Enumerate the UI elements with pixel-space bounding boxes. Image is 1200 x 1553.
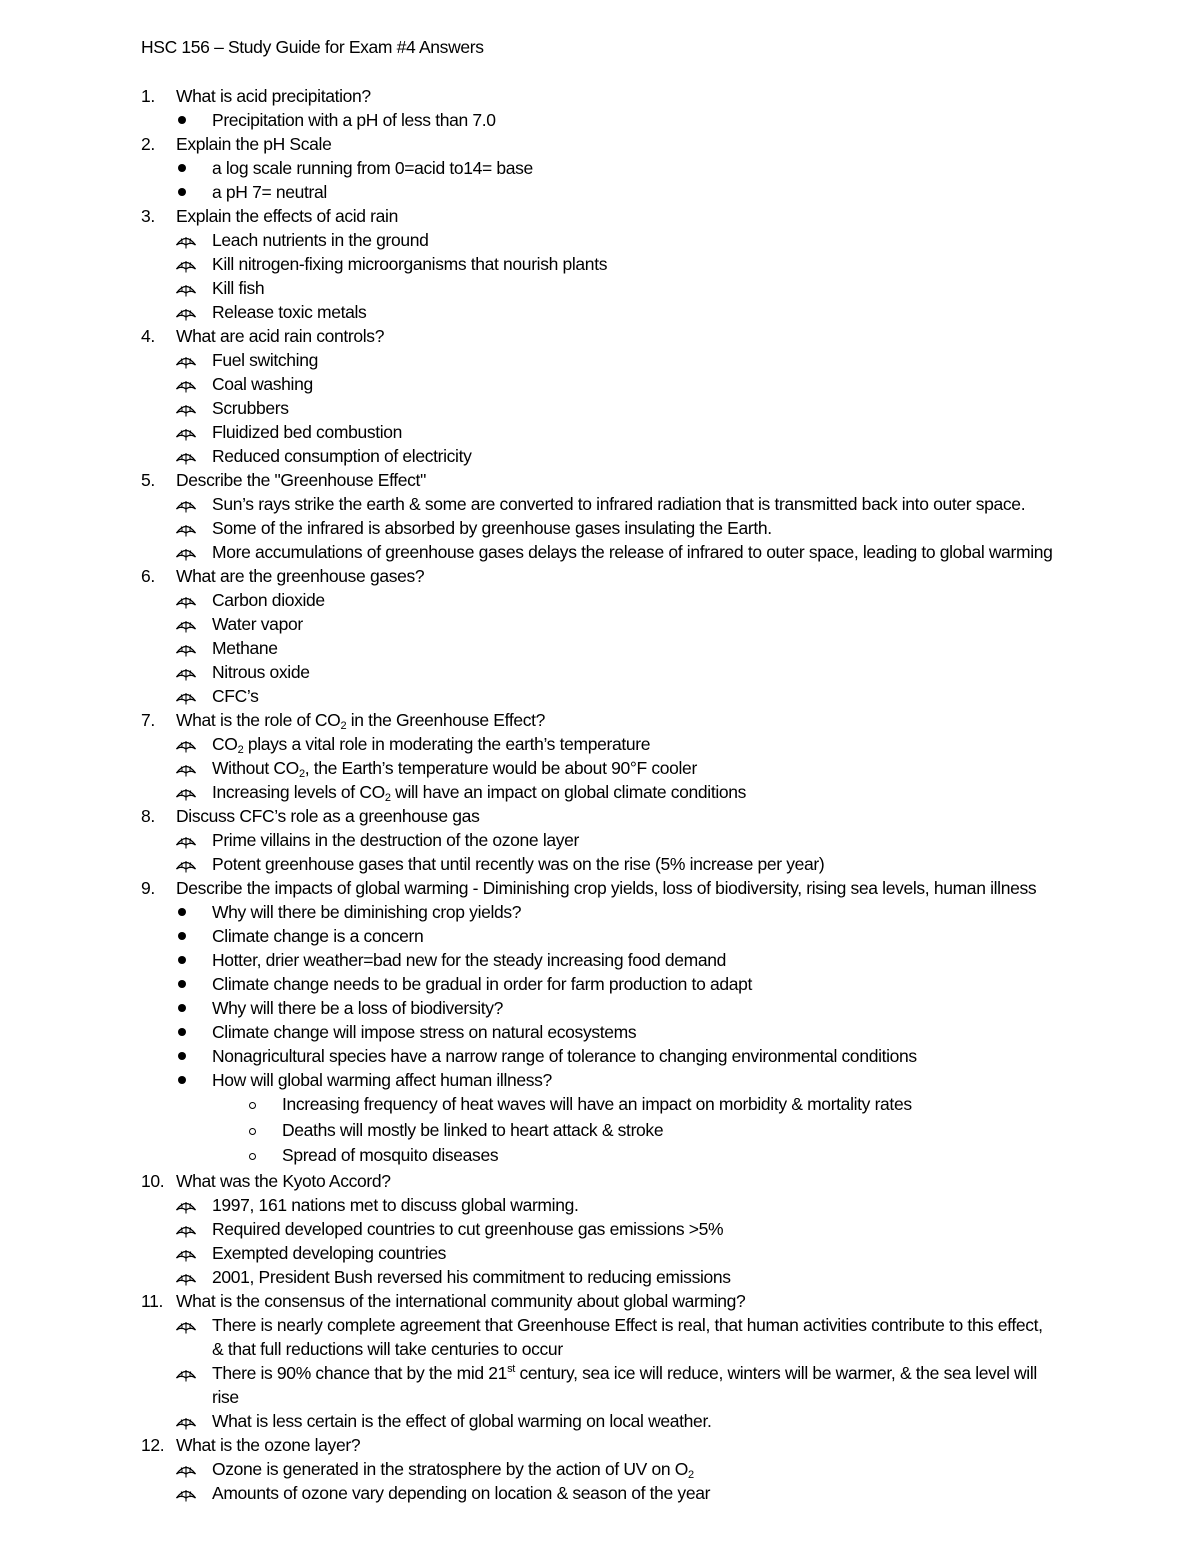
umbrella-bullet-icon bbox=[175, 1317, 197, 1333]
text-run: plays a vital role in moderating the earth’s temperature bbox=[243, 734, 651, 754]
question-text bbox=[176, 1169, 391, 1193]
answer-item bbox=[141, 156, 1131, 180]
umbrella-bullet-icon bbox=[175, 400, 197, 416]
text-run: What is acid precipitation? bbox=[176, 86, 371, 106]
text-run: will have an impact on global climate conditions bbox=[390, 782, 747, 802]
answer-item bbox=[141, 1044, 1131, 1068]
answer-text bbox=[212, 1020, 636, 1044]
answer-text bbox=[212, 612, 303, 636]
text-run: Required developed countries to cut greenhouse gas emissions >5% bbox=[212, 1218, 724, 1239]
answer-text bbox=[212, 780, 746, 804]
question-heading bbox=[141, 876, 1131, 900]
answer-text bbox=[212, 348, 318, 372]
answer-item bbox=[141, 660, 1131, 684]
text-run: Explain the effects of acid rain bbox=[176, 206, 398, 226]
answer-text bbox=[212, 588, 325, 612]
answer-item bbox=[141, 348, 1131, 372]
umbrella-bullet-icon bbox=[175, 1197, 197, 1213]
answer-text bbox=[212, 156, 533, 180]
answer-item bbox=[141, 900, 1131, 924]
text-run: Sun’s rays strike the earth & some are converted to infrared radiation that is transmitted back into outer space. bbox=[212, 494, 1026, 514]
text-run: Nonagricultural species have a narrow range of tolerance to changing environmental conditions bbox=[212, 1046, 917, 1066]
answer-item bbox=[141, 372, 1131, 396]
hollow-circle-bullet-icon bbox=[249, 1102, 256, 1109]
umbrella-bullet-icon bbox=[175, 1461, 197, 1477]
answer-text bbox=[212, 252, 607, 276]
answer-item bbox=[141, 756, 1131, 780]
text-run: century, sea ice will reduce, winters will be warmer, & the sea level will bbox=[514, 1362, 1037, 1383]
text-run: Reduced consumption of electricity bbox=[212, 446, 472, 466]
text-run: What is the consensus of the international community about global warming? bbox=[176, 1290, 746, 1311]
umbrella-bullet-icon bbox=[175, 232, 197, 248]
answer-item bbox=[141, 612, 1131, 636]
answer-text bbox=[212, 1361, 1037, 1385]
umbrella-bullet-icon bbox=[175, 544, 197, 560]
question-list bbox=[141, 84, 1131, 1505]
text-run: Kill nitrogen-fixing microorganisms that nourish plants bbox=[212, 254, 608, 274]
text-run: Release toxic metals bbox=[212, 302, 367, 322]
answer-item bbox=[141, 108, 1131, 132]
text-run: rise bbox=[212, 1386, 239, 1407]
filled-circle-bullet-icon bbox=[178, 188, 186, 196]
answer-text bbox=[212, 1409, 711, 1433]
answer-text bbox=[212, 972, 752, 996]
umbrella-bullet-icon bbox=[175, 1221, 197, 1237]
text-run: Carbon dioxide bbox=[212, 590, 325, 610]
answer-text bbox=[212, 372, 313, 396]
subscript: 2 bbox=[688, 1468, 694, 1481]
question-number: 10. bbox=[141, 1170, 165, 1191]
text-run: What was the Kyoto Accord? bbox=[176, 1170, 391, 1191]
umbrella-bullet-icon bbox=[175, 832, 197, 848]
question-number: 6. bbox=[141, 566, 155, 586]
filled-circle-bullet-icon bbox=[178, 1028, 186, 1036]
text-run: Climate change is a concern bbox=[212, 926, 424, 946]
question-heading bbox=[141, 1289, 1131, 1313]
umbrella-bullet-icon bbox=[175, 352, 197, 368]
answer-item bbox=[141, 684, 1131, 708]
answer-text bbox=[212, 636, 278, 660]
question-heading bbox=[141, 84, 1131, 108]
answer-item bbox=[141, 276, 1131, 300]
answer-item-continuation bbox=[141, 1385, 1131, 1409]
answer-text bbox=[212, 516, 772, 540]
answer-item bbox=[141, 924, 1131, 948]
filled-circle-bullet-icon bbox=[178, 908, 186, 916]
question-text bbox=[176, 708, 545, 732]
question-heading bbox=[141, 1433, 1131, 1457]
text-run: in the Greenhouse Effect? bbox=[346, 710, 546, 730]
question-heading bbox=[141, 204, 1131, 228]
filled-circle-bullet-icon bbox=[178, 1052, 186, 1060]
umbrella-bullet-icon bbox=[175, 760, 197, 776]
umbrella-bullet-icon bbox=[175, 688, 197, 704]
text-run: Climate change will impose stress on natural ecosystems bbox=[212, 1022, 637, 1042]
answer-text bbox=[212, 684, 259, 708]
subscript: 2 bbox=[298, 768, 305, 780]
question-number: 12. bbox=[141, 1434, 165, 1455]
answer-item bbox=[141, 780, 1131, 804]
umbrella-bullet-icon bbox=[175, 784, 197, 800]
answer-item bbox=[141, 828, 1131, 852]
question-heading bbox=[141, 708, 1131, 732]
answer-text bbox=[282, 1118, 663, 1144]
umbrella-bullet-icon bbox=[175, 520, 197, 536]
question-text bbox=[176, 876, 1036, 900]
text-run: Why will there be a loss of biodiversity? bbox=[212, 998, 504, 1018]
text-run: Increasing frequency of heat waves will have an impact on morbidity & mortality rates bbox=[282, 1094, 912, 1114]
question-text bbox=[176, 1289, 745, 1313]
superscript: st bbox=[507, 1362, 515, 1375]
answer-text bbox=[212, 1241, 446, 1265]
umbrella-bullet-icon bbox=[175, 592, 197, 608]
text-run: CO bbox=[212, 734, 238, 754]
text-run: Prime villains in the destruction of the ozone layer bbox=[212, 830, 579, 850]
text-run: 1997, 161 nations met to discuss global warming. bbox=[212, 1194, 579, 1215]
question-heading bbox=[141, 132, 1131, 156]
text-run: Climate change needs to be gradual in order for farm production to adapt bbox=[212, 974, 753, 994]
filled-circle-bullet-icon bbox=[178, 956, 186, 964]
question-number: 2. bbox=[141, 134, 155, 154]
answer-item bbox=[141, 492, 1131, 516]
answer-item bbox=[141, 1457, 1131, 1481]
answer-item bbox=[141, 1481, 1131, 1505]
answer-item bbox=[141, 420, 1131, 444]
hollow-circle-bullet-icon bbox=[249, 1128, 256, 1135]
answer-item bbox=[141, 1313, 1131, 1337]
answer-text bbox=[282, 1143, 498, 1169]
text-run: Kill fish bbox=[212, 278, 265, 298]
text-run: , the Earth’s temperature would be about 90°F cooler bbox=[304, 758, 697, 778]
question-heading bbox=[141, 1169, 1131, 1193]
filled-circle-bullet-icon bbox=[178, 1076, 186, 1084]
question-text bbox=[176, 804, 479, 828]
answer-item bbox=[141, 996, 1131, 1020]
answer-text bbox=[212, 924, 423, 948]
question-text bbox=[176, 564, 424, 588]
text-run: Fluidized bed combustion bbox=[212, 422, 403, 442]
filled-circle-bullet-icon bbox=[178, 164, 186, 172]
page-title: HSC 156 – Study Guide for Exam #4 Answers bbox=[141, 37, 484, 57]
umbrella-bullet-icon bbox=[175, 256, 197, 272]
answer-text bbox=[212, 756, 697, 780]
text-run: Increasing levels of CO bbox=[212, 782, 385, 802]
question-text bbox=[176, 1433, 360, 1457]
answer-text bbox=[212, 900, 521, 924]
answer-text bbox=[212, 492, 1025, 516]
question-heading bbox=[141, 468, 1131, 492]
text-run: Exempted developing countries bbox=[212, 1242, 447, 1263]
answer-text bbox=[212, 828, 579, 852]
text-run: There is 90% chance that by the mid 21 bbox=[212, 1362, 508, 1383]
answer-item bbox=[141, 444, 1131, 468]
filled-circle-bullet-icon bbox=[178, 932, 186, 940]
answer-text bbox=[212, 180, 327, 204]
answer-text bbox=[212, 1217, 723, 1241]
umbrella-bullet-icon bbox=[175, 448, 197, 464]
text-run: Amounts of ozone vary depending on location & season of the year bbox=[212, 1482, 711, 1503]
question-number: 3. bbox=[141, 206, 155, 226]
text-run: Precipitation with a pH of less than 7.0 bbox=[212, 110, 496, 130]
answer-item bbox=[141, 516, 1131, 540]
answer-text bbox=[212, 1313, 1043, 1337]
answer-text bbox=[212, 732, 650, 756]
umbrella-bullet-icon bbox=[175, 616, 197, 632]
answer-item bbox=[141, 1118, 1131, 1144]
text-run: Methane bbox=[212, 638, 278, 658]
question-number: 5. bbox=[141, 470, 155, 490]
text-run: Discuss CFC’s role as a greenhouse gas bbox=[176, 806, 480, 826]
answer-item bbox=[141, 396, 1131, 420]
umbrella-bullet-icon bbox=[175, 1413, 197, 1429]
answer-item bbox=[141, 252, 1131, 276]
answer-text bbox=[212, 228, 429, 252]
answer-text bbox=[282, 1092, 912, 1118]
subscript: 2 bbox=[340, 720, 347, 732]
umbrella-bullet-icon bbox=[175, 496, 197, 512]
text-run: More accumulations of greenhouse gases delays the release of infrared to outer space, leading to global warming bbox=[212, 542, 1053, 562]
text-run: There is nearly complete agreement that Greenhouse Effect is real, that human activities contribute to this effect, bbox=[212, 1314, 1043, 1335]
question-number: 1. bbox=[141, 86, 155, 106]
answer-item bbox=[141, 1092, 1131, 1118]
answer-text bbox=[212, 852, 824, 876]
text-run: What are acid rain controls? bbox=[176, 326, 385, 346]
umbrella-bullet-icon bbox=[175, 376, 197, 392]
answer-item bbox=[141, 1217, 1131, 1241]
text-run: Fuel switching bbox=[212, 350, 318, 370]
text-run: Explain the pH Scale bbox=[176, 134, 332, 154]
umbrella-bullet-icon bbox=[175, 280, 197, 296]
text-run: Deaths will mostly be linked to heart attack & stroke bbox=[282, 1119, 664, 1140]
umbrella-bullet-icon bbox=[175, 640, 197, 656]
text-run: 2001, President Bush reversed his commitment to reducing emissions bbox=[212, 1266, 731, 1287]
question-text bbox=[176, 84, 371, 108]
answer-item bbox=[141, 1361, 1131, 1385]
question-text bbox=[176, 324, 384, 348]
answer-item bbox=[141, 1068, 1131, 1092]
text-run: What are the greenhouse gases? bbox=[176, 566, 425, 586]
answer-text bbox=[212, 396, 289, 420]
answer-item bbox=[141, 588, 1131, 612]
text-run: Without CO bbox=[212, 758, 299, 778]
answer-item bbox=[141, 1265, 1131, 1289]
text-run: Spread of mosquito diseases bbox=[282, 1145, 499, 1165]
umbrella-bullet-icon bbox=[175, 856, 197, 872]
answer-text bbox=[212, 948, 726, 972]
answer-item bbox=[141, 948, 1131, 972]
umbrella-bullet-icon bbox=[175, 1365, 197, 1381]
answer-text bbox=[212, 1481, 710, 1505]
text-run: Coal washing bbox=[212, 374, 313, 394]
umbrella-bullet-icon bbox=[175, 1485, 197, 1501]
text-run: Describe the "Greenhouse Effect" bbox=[176, 470, 426, 490]
answer-item bbox=[141, 636, 1131, 660]
answer-item bbox=[141, 228, 1131, 252]
umbrella-bullet-icon bbox=[175, 304, 197, 320]
text-run: Describe the impacts of global warming - Diminishing crop yields, loss of biodiversity, rising sea levels, human illness bbox=[176, 878, 1037, 898]
question-number: 7. bbox=[141, 710, 155, 730]
text-run: How will global warming affect human illness? bbox=[212, 1070, 552, 1090]
text-run: Water vapor bbox=[212, 614, 303, 634]
answer-text bbox=[212, 540, 1053, 564]
text-run: What is the role of CO bbox=[176, 710, 341, 730]
text-run: & that full reductions will take centuries to occur bbox=[212, 1338, 563, 1359]
answer-text bbox=[212, 444, 472, 468]
text-run: CFC’s bbox=[212, 686, 259, 706]
question-heading bbox=[141, 564, 1131, 588]
answer-item-continuation bbox=[141, 1337, 1131, 1361]
answer-text bbox=[212, 1337, 563, 1361]
question-text bbox=[176, 468, 426, 492]
answer-item bbox=[141, 1409, 1131, 1433]
answer-item bbox=[141, 972, 1131, 996]
umbrella-bullet-icon bbox=[175, 736, 197, 752]
answer-text bbox=[212, 1193, 578, 1217]
question-text bbox=[176, 204, 398, 228]
filled-circle-bullet-icon bbox=[178, 980, 186, 988]
question-number: 8. bbox=[141, 806, 155, 826]
answer-text bbox=[212, 1068, 552, 1092]
text-run: Hotter, drier weather=bad new for the steady increasing food demand bbox=[212, 950, 727, 970]
text-run: Potent greenhouse gases that until recently was on the rise (5% increase per year) bbox=[212, 854, 825, 874]
umbrella-bullet-icon bbox=[175, 424, 197, 440]
answer-item bbox=[141, 852, 1131, 876]
answer-text bbox=[212, 1265, 731, 1289]
text-run: Nitrous oxide bbox=[212, 662, 310, 682]
umbrella-bullet-icon bbox=[175, 664, 197, 680]
filled-circle-bullet-icon bbox=[178, 1004, 186, 1012]
answer-text bbox=[212, 108, 496, 132]
answer-item bbox=[141, 1143, 1131, 1169]
umbrella-bullet-icon bbox=[175, 1245, 197, 1261]
answer-item bbox=[141, 1241, 1131, 1265]
umbrella-bullet-icon bbox=[175, 1269, 197, 1285]
subscript: 2 bbox=[384, 792, 391, 804]
hollow-circle-bullet-icon bbox=[249, 1153, 256, 1160]
text-run: a pH 7= neutral bbox=[212, 182, 327, 202]
text-run: What is less certain is the effect of global warming on local weather. bbox=[212, 1410, 712, 1431]
answer-text bbox=[212, 660, 310, 684]
answer-item bbox=[141, 540, 1131, 564]
answer-item bbox=[141, 1020, 1131, 1044]
answer-text bbox=[212, 276, 264, 300]
text-run: Why will there be diminishing crop yields? bbox=[212, 902, 522, 922]
question-number: 4. bbox=[141, 326, 155, 346]
answer-item bbox=[141, 300, 1131, 324]
answer-item bbox=[141, 732, 1131, 756]
question-heading bbox=[141, 804, 1131, 828]
subscript: 2 bbox=[237, 744, 244, 756]
answer-text bbox=[212, 1385, 239, 1409]
text-run: a log scale running from 0=acid to14= base bbox=[212, 158, 533, 178]
question-number: 11. bbox=[141, 1290, 163, 1311]
answer-text bbox=[212, 300, 366, 324]
question-number: 9. bbox=[141, 878, 155, 898]
filled-circle-bullet-icon bbox=[178, 116, 186, 124]
answer-text bbox=[212, 996, 503, 1020]
answer-text bbox=[212, 420, 402, 444]
answer-text bbox=[212, 1457, 694, 1481]
answer-text bbox=[212, 1044, 917, 1068]
question-heading bbox=[141, 324, 1131, 348]
answer-item bbox=[141, 180, 1131, 204]
text-run: What is the ozone layer? bbox=[176, 1434, 361, 1455]
question-text bbox=[176, 132, 331, 156]
text-run: Ozone is generated in the stratosphere by the action of UV on O bbox=[212, 1458, 689, 1479]
text-run: Leach nutrients in the ground bbox=[212, 230, 429, 250]
text-run: Some of the infrared is absorbed by greenhouse gases insulating the Earth. bbox=[212, 518, 772, 538]
text-run: Scrubbers bbox=[212, 398, 289, 418]
answer-item bbox=[141, 1193, 1131, 1217]
